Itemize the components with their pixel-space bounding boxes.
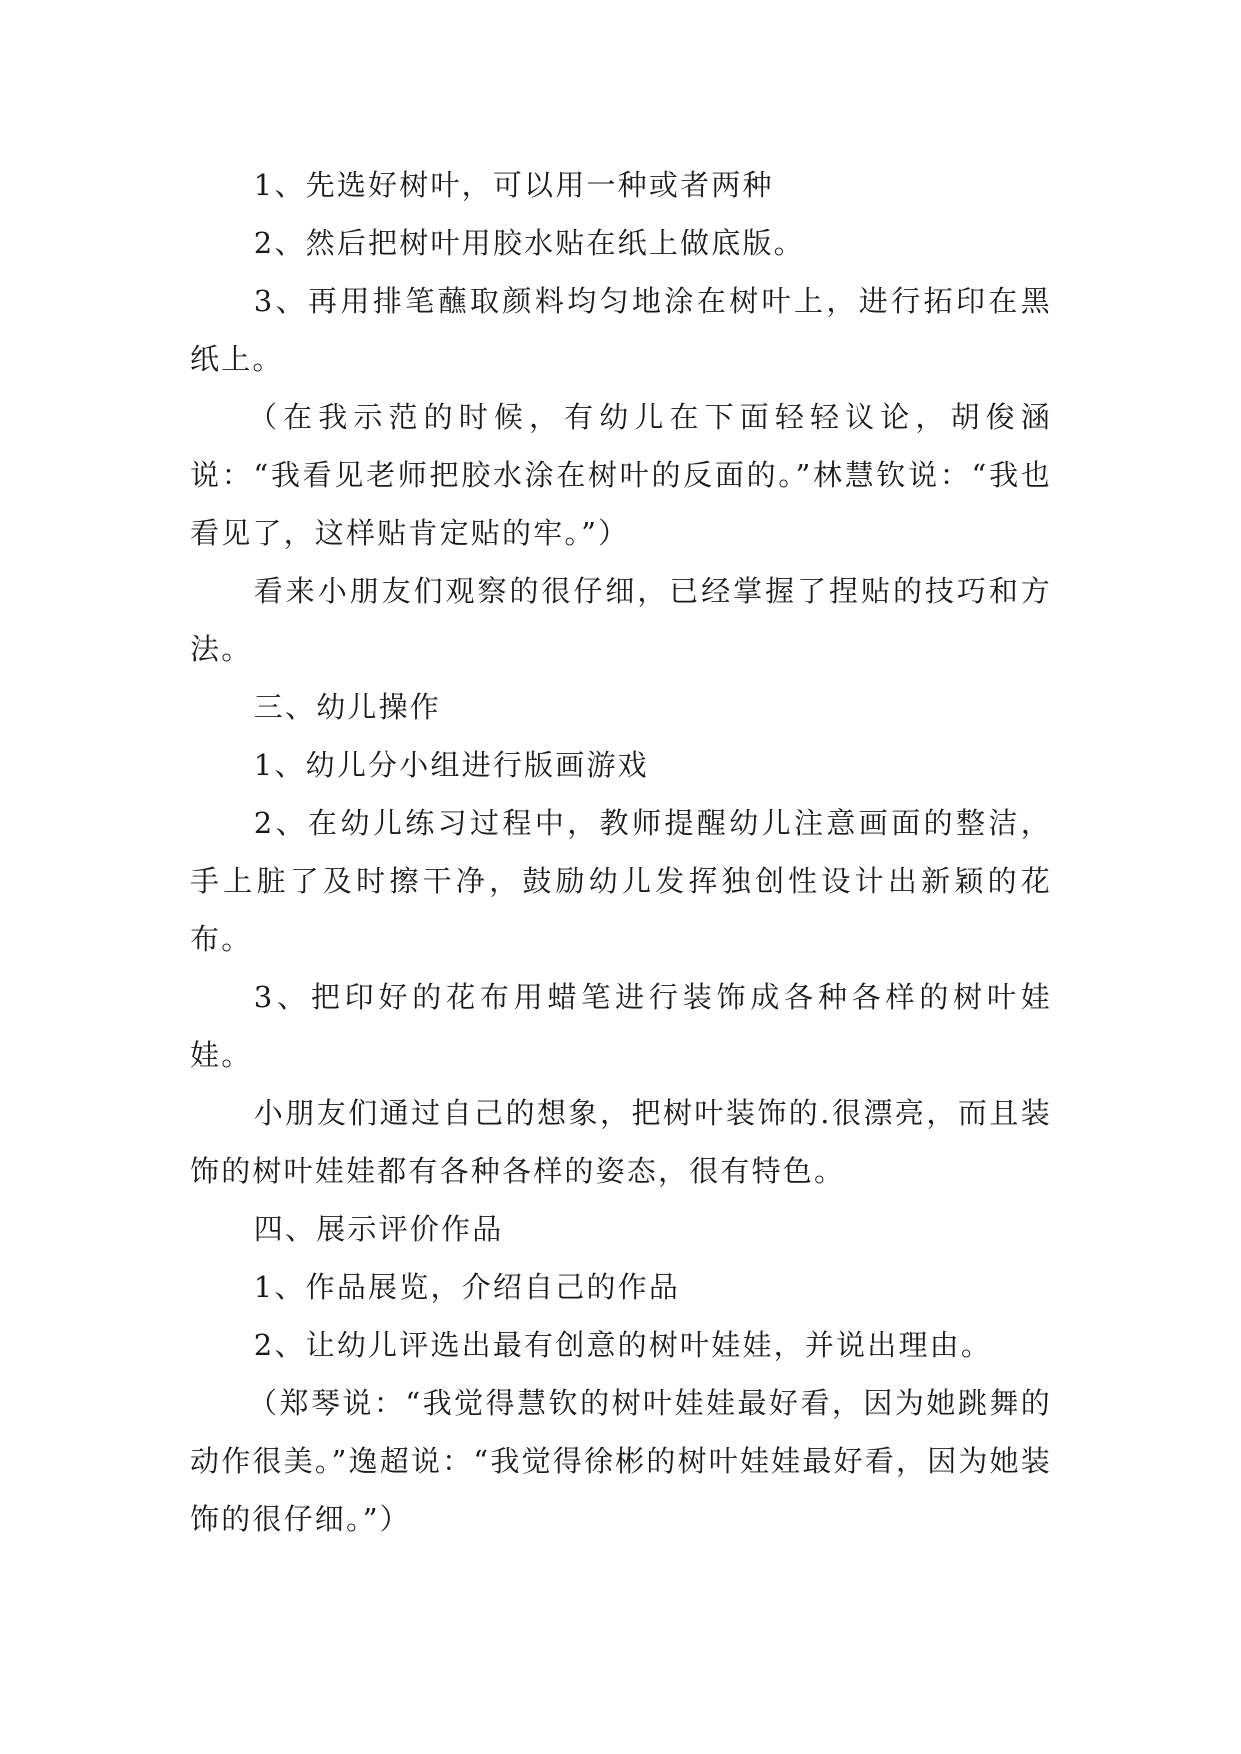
operation-step-3: 3、把印好的花布用蜡笔进行装饰成各种各样的树叶娃娃。 [190, 980, 1052, 1072]
evaluation-step-2: 2、让幼儿评选出最有创意的树叶娃娃，并说出理由。 [253, 1328, 993, 1362]
demo-observation-quote: （在我示范的时候，有幼儿在下面轻轻议论，胡俊涵说：“我看见老师把胶水涂在树叶的反面的。”林慧钦说：“我也看见了，这样贴肯定贴的牢。”） [190, 400, 1052, 550]
step-3-print-leaves: 3、再用排笔蘸取颜料均匀地涂在树叶上，进行拓印在黑纸上。 [190, 284, 1052, 376]
step-2-glue-leaves: 2、然后把树叶用胶水贴在纸上做底版。 [253, 226, 805, 260]
evaluation-step-1: 1、作品展览，介绍自己的作品 [253, 1270, 681, 1304]
evaluation-quote: （郑琴说：“我觉得慧钦的树叶娃娃最好看，因为她跳舞的动作很美。”逸超说：“我觉得徐彬的树叶娃娃最好看，因为她装饰的很仔细。”） [190, 1386, 1052, 1536]
section-heading-child-operation: 三、幼儿操作 [253, 690, 441, 724]
operation-step-2: 2、在幼儿练习过程中，教师提醒幼儿注意画面的整洁，手上脏了及时擦干净，鼓励幼儿发挥独创性设计出新颖的花布。 [190, 806, 1052, 956]
observation-summary: 看来小朋友们观察的很仔细，已经掌握了捏贴的技巧和方法。 [190, 574, 1052, 666]
operation-step-1: 1、幼儿分小组进行版画游戏 [253, 748, 649, 782]
operation-summary: 小朋友们通过自己的想象，把树叶装饰的.很漂亮，而且装饰的树叶娃娃都有各种各样的姿态，很有特色。 [190, 1096, 1052, 1188]
section-heading-display-evaluation: 四、展示评价作品 [253, 1212, 504, 1246]
step-1-select-leaves: 1、先选好树叶，可以用一种或者两种 [253, 168, 774, 202]
document-body [190, 156, 1052, 1548]
